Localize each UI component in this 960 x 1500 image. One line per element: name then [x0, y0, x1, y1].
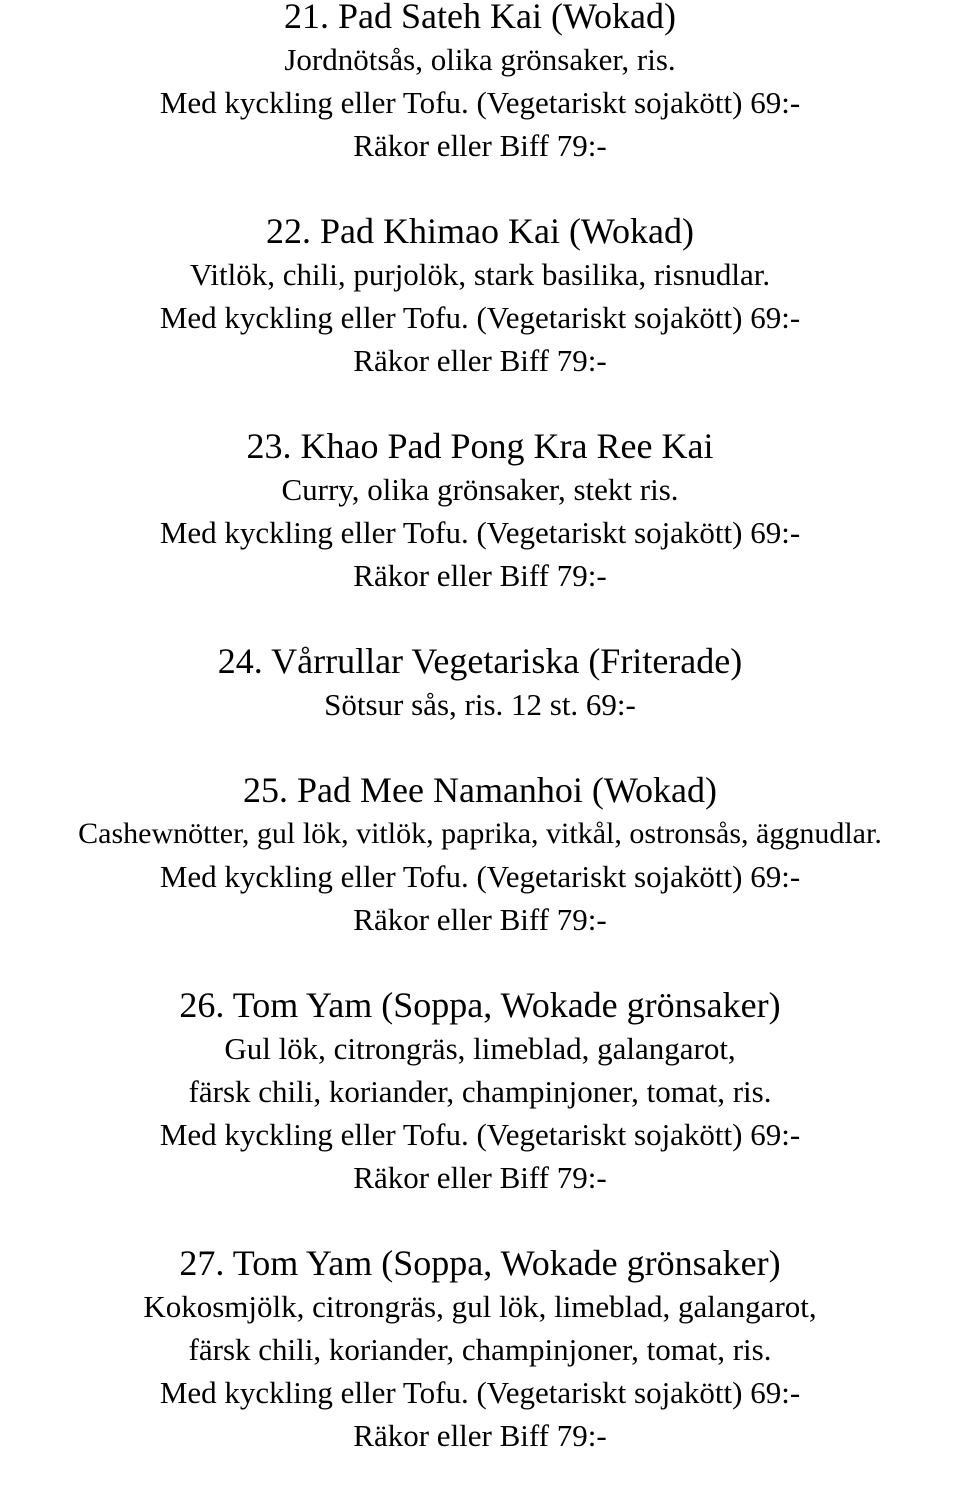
- dish-description: Kokosmjölk, citrongräs, gul lök, limeblad, galangarot,: [143, 1289, 817, 1324]
- price-chicken-tofu: Med kyckling eller Tofu. (Vegetariskt sojakött) 69:-: [159, 515, 801, 550]
- menu-item-21: [0, 0, 960, 167]
- menu-item-24: [0, 640, 960, 726]
- price-shrimp-beef: Räkor eller Biff 79:-: [353, 558, 607, 593]
- dish-description: färsk chili, koriander, champinjoner, tomat, ris.: [188, 1332, 772, 1367]
- price-chicken-tofu: Med kyckling eller Tofu. (Vegetariskt sojakött) 69:-: [159, 85, 801, 120]
- price-shrimp-beef: Räkor eller Biff 79:-: [353, 343, 607, 378]
- menu-item-22: [0, 210, 960, 382]
- dish-description: Jordnötsås, olika grönsaker, ris.: [284, 42, 676, 77]
- dish-title: 26. Tom Yam (Soppa, Wokade grönsaker): [179, 985, 781, 1025]
- dish-description: färsk chili, koriander, champinjoner, tomat, ris.: [188, 1074, 772, 1109]
- price-chicken-tofu: Med kyckling eller Tofu. (Vegetariskt sojakött) 69:-: [159, 859, 801, 894]
- price-shrimp-beef: Räkor eller Biff 79:-: [353, 1160, 607, 1195]
- menu-item-27: [0, 1242, 960, 1457]
- dish-title: 21. Pad Sateh Kai (Wokad): [283, 0, 676, 36]
- menu-item-26: [0, 984, 960, 1199]
- price-shrimp-beef: Räkor eller Biff 79:-: [353, 128, 607, 163]
- price-shrimp-beef: Räkor eller Biff 79:-: [353, 1418, 607, 1453]
- price-chicken-tofu: Med kyckling eller Tofu. (Vegetariskt sojakött) 69:-: [159, 1117, 801, 1152]
- dish-description: Gul lök, citrongräs, limeblad, galangarot,: [224, 1031, 736, 1066]
- price-shrimp-beef: Räkor eller Biff 79:-: [353, 902, 607, 937]
- dish-title: 22. Pad Khimao Kai (Wokad): [265, 211, 694, 251]
- dish-title: 27. Tom Yam (Soppa, Wokade grönsaker): [179, 1243, 781, 1283]
- dish-title: 23. Khao Pad Pong Kra Ree Kai: [246, 426, 714, 466]
- dish-description-price: Sötsur sås, ris. 12 st. 69:-: [324, 687, 636, 722]
- dish-description: Cashewnötter, gul lök, vitlök, paprika, vitkål, ostronsås, äggnudlar.: [78, 817, 882, 850]
- dish-title: 24. Vårrullar Vegetariska (Friterade): [217, 641, 743, 681]
- menu-item-25: [0, 769, 960, 941]
- dish-description: Vitlök, chili, purjolök, stark basilika, risnudlar.: [189, 257, 771, 292]
- menu-item-23: [0, 425, 960, 597]
- price-chicken-tofu: Med kyckling eller Tofu. (Vegetariskt sojakött) 69:-: [159, 300, 801, 335]
- dish-description: Curry, olika grönsaker, stekt ris.: [281, 472, 679, 507]
- price-chicken-tofu: Med kyckling eller Tofu. (Vegetariskt sojakött) 69:-: [159, 1375, 801, 1410]
- dish-title: 25. Pad Mee Namanhoi (Wokad): [243, 770, 717, 810]
